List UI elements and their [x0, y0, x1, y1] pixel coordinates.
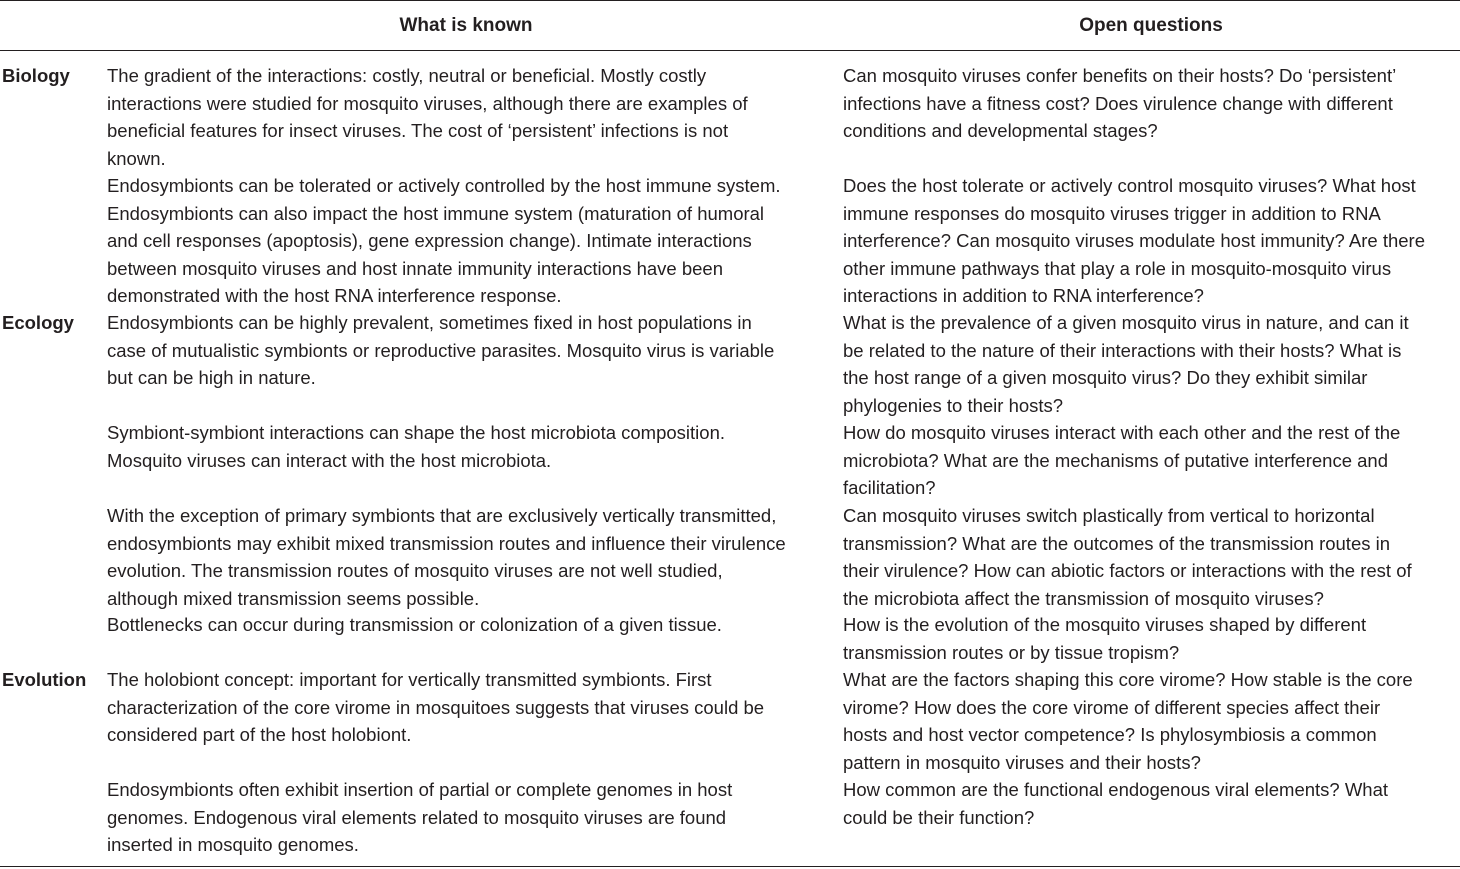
known-text-line: demonstrated with the host RNA interference response. [107, 285, 562, 306]
known-text-line: evolution. The transmission routes of mosquito viruses are not well studied, [107, 560, 723, 581]
open-question-text-line: Can mosquito viruses switch plastically from vertical to horizontal [843, 505, 1375, 526]
open-question-text-line: transmission routes or by tissue tropism? [843, 641, 1180, 663]
known-text-line: Endosymbionts often exhibit insertion of partial or complete genomes in host [107, 779, 733, 800]
known-text-line: Endosymbionts can also impact the host immune system (maturation of humoral [107, 202, 765, 224]
known-cell [107, 611, 722, 639]
known-text-line: Symbiont-symbiont interactions can shape the host microbiota composition. [107, 422, 725, 443]
open-question-text-line: transmission? What are the outcomes of the transmission routes in [843, 532, 1391, 554]
known-text-line: endosymbionts may exhibit mixed transmission routes and influence their virulence [107, 532, 786, 554]
known-text-line: case of mutualistic symbionts or reproductive parasites. Mosquito virus is variable [107, 339, 775, 361]
section-label: Evolution [2, 669, 87, 690]
known-text-line: beneficial features for insect viruses. The cost of ‘persistent’ infections is not [107, 120, 729, 141]
known-text-line: and cell responses (apoptosis), gene expression change). Intimate interactions [107, 230, 752, 251]
header-open-questions: Open questions [1079, 15, 1223, 36]
section-label: Ecology [2, 312, 74, 333]
open-question-text-line: How is the evolution of the mosquito viruses shaped by different [843, 614, 1367, 635]
open-question-cell [843, 611, 1366, 666]
open-question-text-line: be related to the nature of their interactions with their hosts? What is [843, 339, 1402, 361]
open-question-text-line: could be their function? [843, 806, 1035, 828]
known-text-line: The gradient of the interactions: costly, neutral or beneficial. Mostly costly [107, 65, 707, 86]
known-cell [107, 419, 725, 474]
known-cell [107, 776, 732, 859]
open-question-text-line: immune responses do mosquito viruses trigger in addition to RNA [843, 202, 1381, 224]
known-text-line: Mosquito viruses can interact with the host microbiota. [107, 449, 552, 471]
open-question-text-line: conditions and developmental stages? [843, 120, 1158, 141]
known-text-line: considered part of the host holobiont. [107, 724, 412, 745]
open-question-cell [843, 666, 1413, 776]
open-question-text-line: Can mosquito viruses confer benefits on their hosts? Do ‘persistent’ [843, 65, 1397, 86]
open-question-text-line: other immune pathways that play a role in mosquito-mosquito virus [843, 257, 1392, 279]
known-text-line: interactions were studied for mosquito viruses, although there are examples of [107, 92, 748, 114]
open-question-cell [843, 776, 1388, 831]
open-question-text-line: facilitation? [843, 477, 936, 498]
known-text-line: Bottlenecks can occur during transmission or colonization of a given tissue. [107, 614, 722, 635]
open-question-text-line: virome? How does the core virome of different species affect their [843, 696, 1381, 718]
known-text-line: Endosymbionts can be tolerated or actively controlled by the host immune system. [107, 175, 781, 196]
open-question-cell [843, 309, 1409, 419]
known-text-line: inserted in mosquito genomes. [107, 834, 359, 855]
open-question-text-line: the host range of a given mosquito virus? Do they exhibit similar [843, 367, 1368, 388]
known-text-line: Endosymbionts can be highly prevalent, sometimes fixed in host populations in [107, 312, 752, 333]
table-top-rule [0, 0, 1460, 1]
known-cell [107, 666, 764, 749]
header-what-is-known: What is known [399, 15, 533, 36]
open-question-text-line: Does the host tolerate or actively control mosquito viruses? What host [843, 175, 1416, 196]
open-question-text-line: interference? Can mosquito viruses modulate host immunity? Are there [843, 230, 1426, 251]
known-text-line: genomes. Endogenous viral elements related to mosquito viruses are found [107, 806, 727, 828]
known-text-line: although mixed transmission seems possible. [107, 587, 480, 609]
open-question-text-line: hosts and host vector competence? Is phylosymbiosis a common [843, 724, 1377, 745]
open-question-text-line: pattern in mosquito viruses and their hosts? [843, 751, 1201, 773]
open-question-text-line: What is the prevalence of a given mosquito virus in nature, and can it [843, 312, 1409, 333]
open-question-cell [843, 502, 1412, 612]
known-text-line: characterization of the core virome in mosquitoes suggests that viruses could be [107, 696, 765, 718]
open-question-cell [843, 172, 1425, 310]
section-label: Biology [2, 65, 70, 86]
open-question-text-line: infections have a fitness cost? Does virulence change with different [843, 92, 1393, 114]
known-text-line: between mosquito viruses and host innate immunity interactions have been [107, 257, 723, 279]
table-bottom-rule [0, 866, 1460, 867]
open-question-cell [843, 419, 1400, 502]
open-question-text-line: How do mosquito viruses interact with each other and the rest of the [843, 422, 1401, 443]
open-question-cell [843, 62, 1396, 145]
known-text-line: but can be high in nature. [107, 367, 316, 388]
known-cell [107, 502, 786, 612]
open-question-text-line: What are the factors shaping this core virome? How stable is the core [843, 669, 1413, 690]
header-rule [0, 50, 1460, 51]
open-question-text-line: their virulence? How can abiotic factors or interactions with the rest of [843, 560, 1412, 581]
known-cell [107, 309, 774, 392]
known-text-line: With the exception of primary symbionts that are exclusively vertically transmitted, [107, 505, 777, 526]
known-cell [107, 172, 781, 310]
open-question-text-line: microbiota? What are the mechanisms of putative interference and [843, 449, 1389, 471]
open-question-text-line: the microbiota affect the transmission of mosquito viruses? [843, 587, 1324, 609]
known-text-line: The holobiont concept: important for vertically transmitted symbionts. First [107, 669, 712, 690]
open-question-text-line: phylogenies to their hosts? [843, 394, 1064, 416]
known-text-line: known. [107, 147, 166, 169]
open-question-text-line: How common are the functional endogenous viral elements? What [843, 779, 1389, 800]
known-cell [107, 62, 748, 172]
open-question-text-line: interactions in addition to RNA interference? [843, 285, 1204, 306]
